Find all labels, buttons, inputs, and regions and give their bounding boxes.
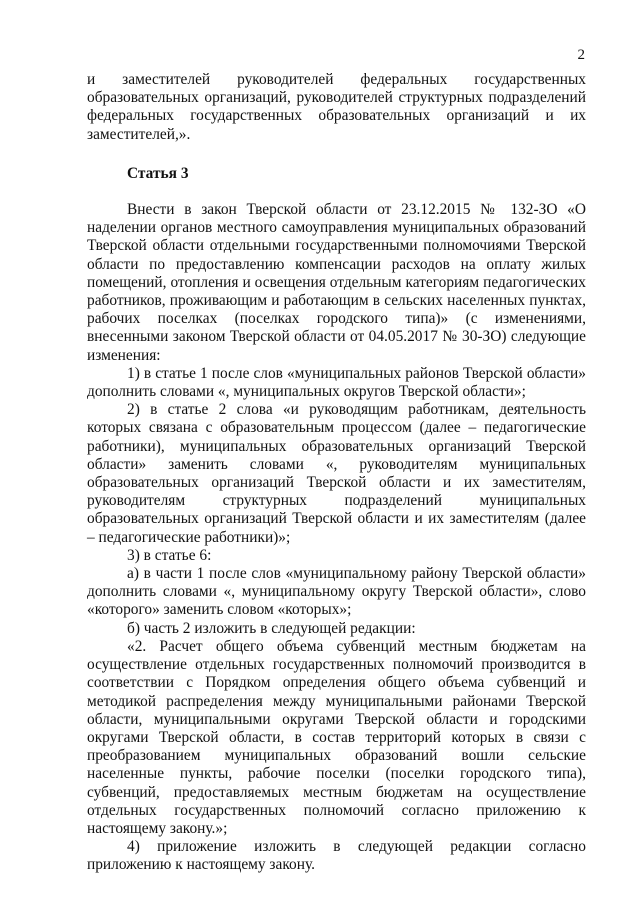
page-number: 2 xyxy=(577,47,585,63)
amendment-subitem-a: а) в части 1 после слов «муниципальному району Тверской области» дополнить словами «, муниципальному округу Тверской области», слово «которого» заменить словом «которых»; xyxy=(87,565,586,619)
article-intro-paragraph: Внести в закон Тверской области от 23.12.2015 № 132-ЗО «О наделении органов местного самоуправления муниципальных образований Тверской области отдельными государственными полномочиями Тверской области по предоставлению компенсации расходов на оплату жилых помещений, отопления и освещения отдельным категориям педагогических работников, проживающим и работающим в сельских населенных пунктах, рабочих поселках (поселках городского типа)» (с изменениями, внесенными законом Тверской области от 04.05.2017 № 30-ЗО) следующие изменения: xyxy=(87,201,586,364)
amendment-subitem-b: б) часть 2 изложить в следующей редакции: xyxy=(127,619,416,637)
amendment-item-1: 1) в статье 1 после слов «муниципальных районов Тверской области» дополнить словами «, муниципальных округов Тверской области»; xyxy=(87,364,586,401)
amendment-item-2: 2) в статье 2 слова «и руководящим работникам, деятельность которых связана с образовательным процессом (далее – педагогические работники), муниципальных образовательных организаций Тверской области» заменить словами «, руководителям муниципальных образовательных организаций Тверской области и их заместителям, руководителям структурных подразделений муниципальных образовательных организаций Тверской области и их заместителям (далее – педагогические работники)»; xyxy=(87,401,586,546)
amendment-item-3: 3) в статье 6: xyxy=(127,546,212,564)
quoted-part-2-text: «2. Расчет общего объема субвенций местным бюджетам на осуществление отдельных государственных полномочий производится в соответствии с Порядком определения общего объема субвенций и методикой распределения между муниципальными районами Тверской области, муниципальными округами Тверской области и городскими округами Тверской области, в состав территорий которых в связи с преобразованием муниципальных образований вошли сельские населенные пункты, рабочие поселки (поселки городского типа), субвенций, предоставляемых местным бюджетам на осуществление отдельных государственных полномочий согласно приложению к настоящему закону.»; xyxy=(87,637,586,837)
article-heading: Статья 3 xyxy=(127,164,189,182)
amendment-item-4: 4) приложение изложить в следующей редакции согласно приложению к настоящему закону. xyxy=(87,838,586,874)
continuation-paragraph: и заместителей руководителей федеральных государственных образовательных организаций, руководителей структурных подразделений федеральных государственных образовательных организаций и их заместителей,». xyxy=(87,71,586,143)
document-body xyxy=(87,71,586,875)
